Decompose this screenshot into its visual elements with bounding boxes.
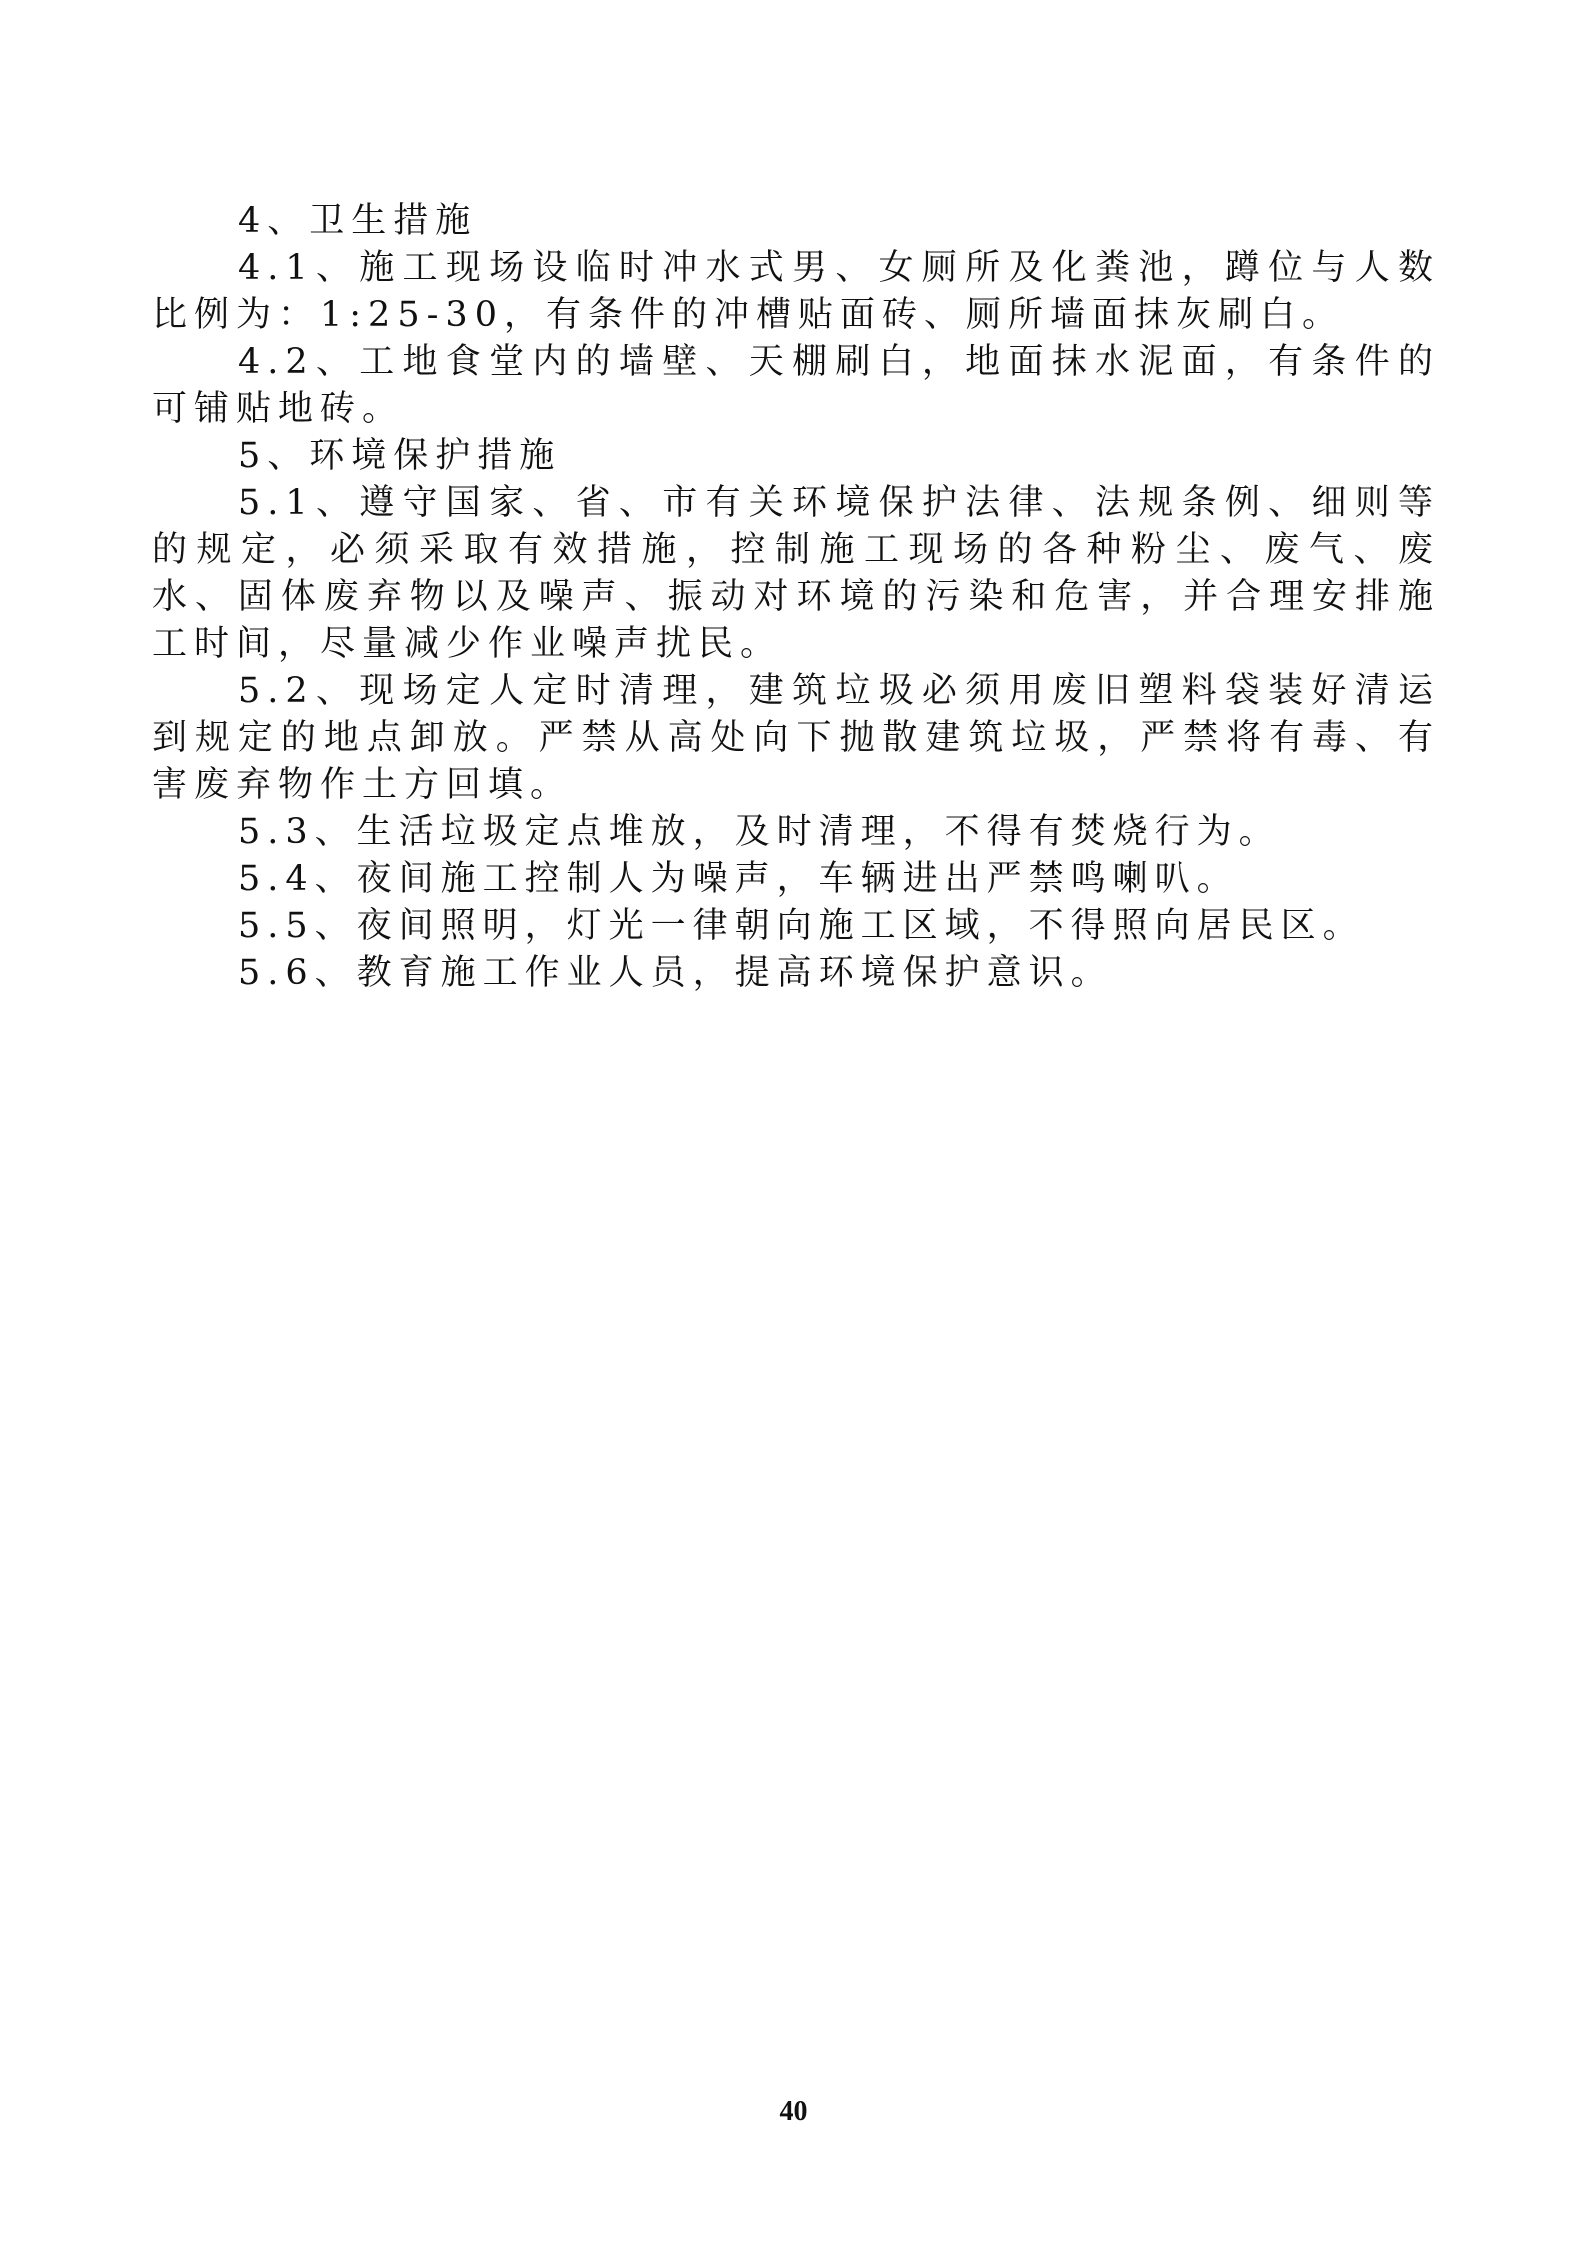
page-number: 40 [779, 2096, 808, 2127]
paragraph-4-1: 4.1、施工现场设临时冲水式男、女厕所及化粪池，蹲位与人数比例为：1:25-30，有条件的冲槽贴面砖、厕所墙面抹灰刷白。 [152, 248, 1440, 335]
paragraph-5-3: 5.3、生活垃圾定点堆放，及时清理，不得有焚烧行为。 [238, 812, 1281, 852]
section-heading-hygiene: 4、卫生措施 [238, 201, 478, 241]
paragraph-5-1: 5.1、遵守国家、省、市有关环境保护法律、法规条例、细则等的规定，必须采取有效措施，控制施工现场的各种粉尘、废气、废水、固体废弃物以及噪声、振动对环境的污染和危害，并合理安排施工时间，尽量减少作业噪声扰民。 [152, 483, 1440, 664]
paragraph-5-4: 5.4、夜间施工控制人为噪声，车辆进出严禁鸣喇叭。 [238, 859, 1239, 899]
paragraph-4-2: 4.2、工地食堂内的墙壁、天棚刷白，地面抹水泥面，有条件的可铺贴地砖。 [152, 342, 1440, 429]
paragraph-5-2: 5.2、现场定人定时清理，建筑垃圾必须用废旧塑料袋装好清运到规定的地点卸放。严禁从高处向下抛散建筑垃圾，严禁将有毒、有害废弃物作土方回填。 [152, 671, 1440, 805]
document-body [152, 198, 1440, 997]
paragraph-5-6: 5.6、教育施工作业人员，提高环境保护意识。 [238, 953, 1113, 993]
section-heading-environment: 5、环境保护措施 [238, 436, 562, 476]
paragraph-5-5: 5.5、夜间照明，灯光一律朝向施工区域，不得照向居民区。 [238, 906, 1365, 946]
